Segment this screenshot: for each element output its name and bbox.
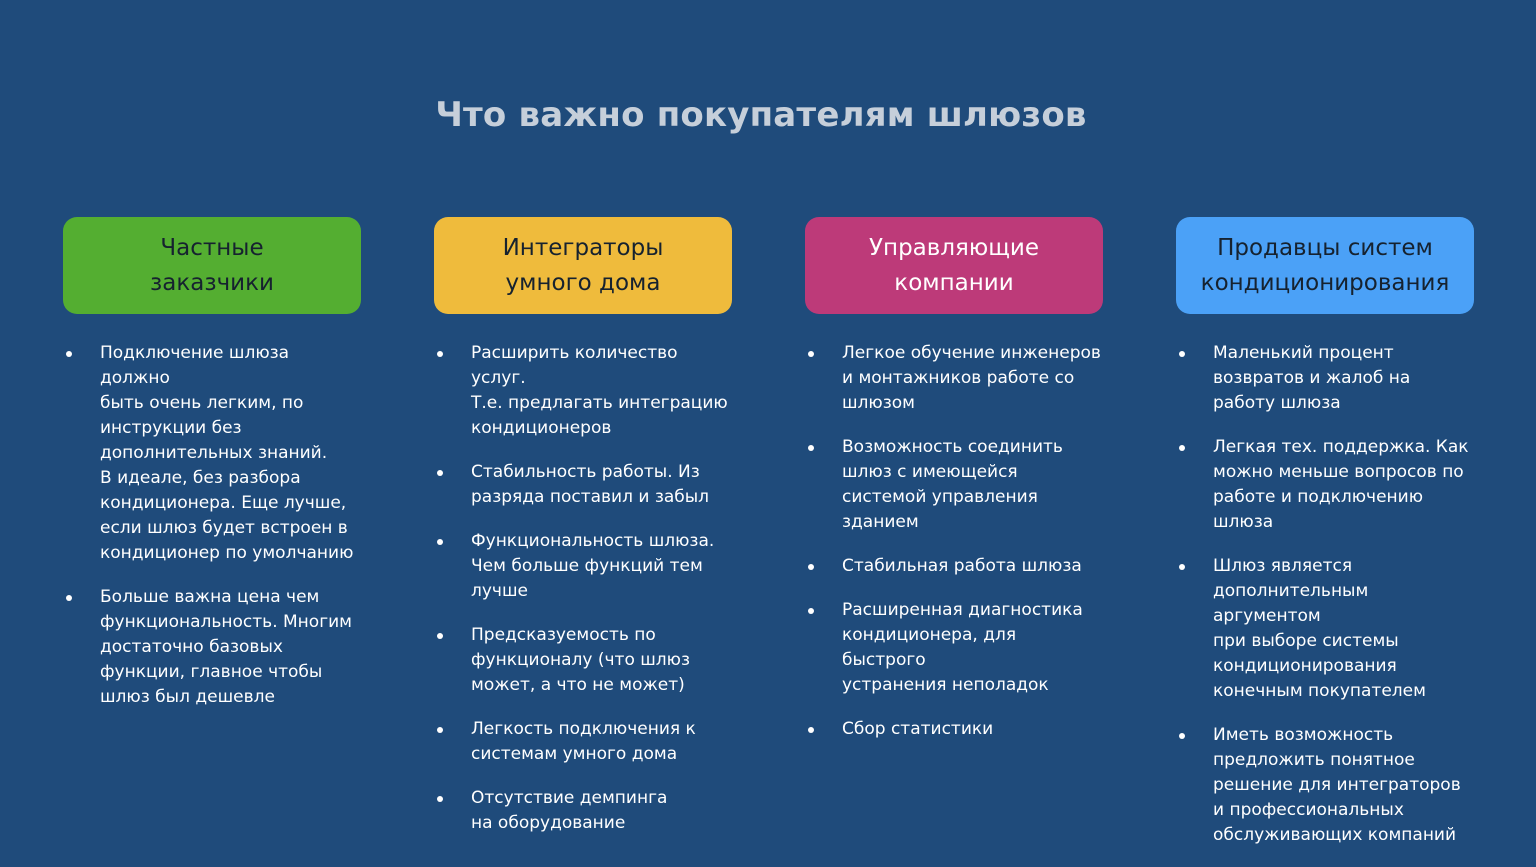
column-header-label: Интеграторы умного дома <box>502 234 664 296</box>
column-header-label: Управляющие компании <box>869 234 1039 296</box>
list-item-text: Маленький процент возвратов и жалоб на работу шлюза <box>1213 343 1411 413</box>
list-item-text: Легкое обучение инженеров и монтажников работе со шлюзом <box>842 343 1101 413</box>
column-header <box>434 217 732 314</box>
list-item-text: Сбор статистики <box>842 719 994 739</box>
bullet-icon <box>808 445 814 451</box>
column-header-label: Продавцы систем кондиционирования <box>1200 234 1450 296</box>
bullet-list <box>1176 341 1474 848</box>
list-item <box>1176 554 1474 704</box>
bullet-list <box>434 341 732 836</box>
list-item <box>434 460 732 510</box>
list-item <box>805 435 1103 535</box>
list-item <box>434 341 732 441</box>
list-item-text: Иметь возможность предложить понятное решение для интеграторов и профессиональных обслуживающих компаний <box>1213 725 1461 845</box>
bullet-icon <box>437 351 443 357</box>
column-header-label: Частные заказчики <box>150 234 274 296</box>
list-item <box>805 341 1103 416</box>
bullet-icon <box>808 608 814 614</box>
column-smart-home-integrators <box>434 217 732 855</box>
list-item-text: Легкая тех. поддержка. Как можно меньше вопросов по работе и подключению шлюза <box>1213 437 1469 532</box>
column-ac-sellers <box>1176 217 1474 867</box>
bullet-icon <box>1179 564 1185 570</box>
list-item-text: Отсутствие демпинга на оборудование <box>471 788 668 833</box>
bullet-list <box>805 341 1103 742</box>
column-header <box>805 217 1103 314</box>
column-private-customers <box>63 217 361 729</box>
bullet-icon <box>437 633 443 639</box>
list-item-text: Шлюз является дополнительным аргументом при выборе системы кондиционирования конечным покупателем <box>1213 556 1426 701</box>
list-item <box>1176 435 1474 535</box>
bullet-icon <box>437 470 443 476</box>
list-item <box>805 554 1103 579</box>
list-item <box>434 786 732 836</box>
list-item-text: Стабильная работа шлюза <box>842 556 1082 576</box>
bullet-icon <box>1179 445 1185 451</box>
bullet-icon <box>437 727 443 733</box>
bullet-icon <box>1179 733 1185 739</box>
list-item-text: Функциональность шлюза. Чем больше функций тем лучше <box>471 531 715 601</box>
column-header <box>63 217 361 314</box>
list-item <box>434 717 732 767</box>
list-item <box>434 529 732 604</box>
list-item <box>63 585 361 710</box>
bullet-icon <box>437 539 443 545</box>
bullet-icon <box>808 727 814 733</box>
list-item <box>1176 341 1474 416</box>
list-item-text: Расширить количество услуг. Т.е. предлагать интеграцию кондиционеров <box>471 343 728 438</box>
list-item <box>1176 723 1474 848</box>
column-header <box>1176 217 1474 314</box>
list-item <box>805 717 1103 742</box>
list-item-text: Больше важна цена чем функциональность. Многим достаточно базовых функции, главное чтобы шлюз был дешевле <box>100 587 352 707</box>
column-management-companies <box>805 217 1103 761</box>
bullet-list <box>63 341 361 710</box>
bullet-icon <box>437 796 443 802</box>
bullet-icon <box>66 595 72 601</box>
bullet-icon <box>66 351 72 357</box>
bullet-icon <box>1179 351 1185 357</box>
list-item-text: Подключение шлюза должно быть очень легким, по инструкции без дополнительных знаний. В идеале, без разбора кондиционера. Еще лучше, если шлюз будет встроен в кондиционер по умолчанию <box>100 343 354 563</box>
list-item-text: Возможность соединить шлюз с имеющейся системой управления зданием <box>842 437 1063 532</box>
list-item-text: Расширенная диагностика кондиционера, для быстрого устранения неполадок <box>842 600 1083 695</box>
list-item-text: Легкость подключения к системам умного дома <box>471 719 696 764</box>
list-item-text: Стабильность работы. Из разряда поставил и забыл <box>471 462 710 507</box>
list-item <box>805 598 1103 698</box>
list-item <box>434 623 732 698</box>
list-item <box>63 341 361 566</box>
slide-title: Что важно покупателям шлюзов <box>435 95 1087 135</box>
bullet-icon <box>808 351 814 357</box>
bullet-icon <box>808 564 814 570</box>
list-item-text: Предсказуемость по функционалу (что шлюз может, а что не может) <box>471 625 691 695</box>
